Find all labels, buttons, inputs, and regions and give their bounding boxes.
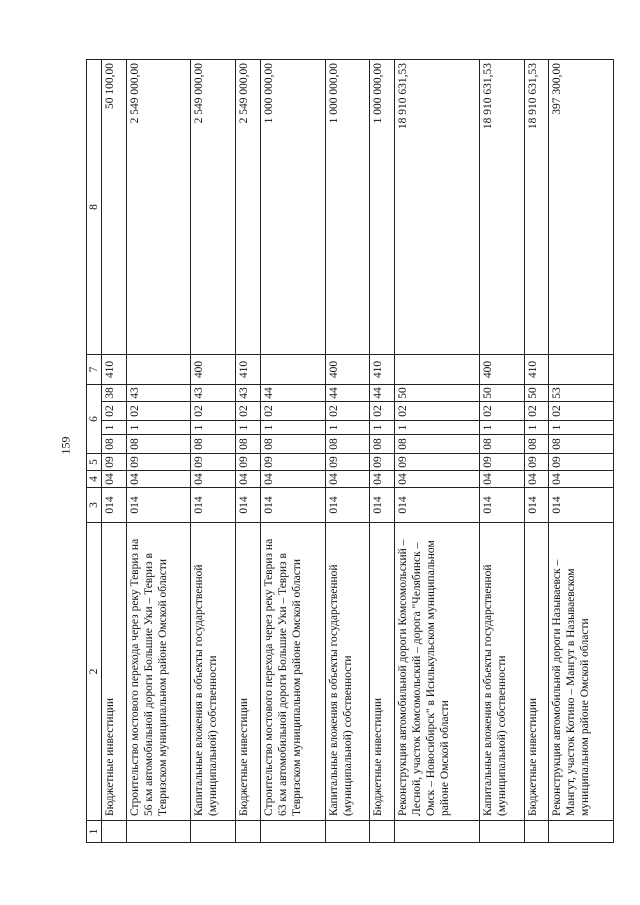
section-cell: 04 xyxy=(549,471,614,488)
budget-table xyxy=(86,59,614,843)
amount-cell: 2 549 000,00 xyxy=(126,60,191,355)
target-article-part-2: 1 xyxy=(394,421,479,435)
target-article-part-2: 1 xyxy=(126,421,191,435)
target-article-part-4: 44 xyxy=(370,385,395,402)
expense-type-cell: 410 xyxy=(236,355,261,385)
header-col-4: 4 xyxy=(87,471,102,488)
row-col-1 xyxy=(102,821,127,843)
target-article-part-3: 02 xyxy=(126,402,191,421)
subsection-cell: 09 xyxy=(479,454,524,471)
target-article-part-4: 44 xyxy=(260,385,325,402)
header-col-1: 1 xyxy=(87,821,102,843)
section-cell: 04 xyxy=(370,471,395,488)
target-article-part-4: 50 xyxy=(394,385,479,402)
amount-cell: 2 549 000,00 xyxy=(191,60,236,355)
target-article-part-1: 08 xyxy=(370,435,395,454)
header-col-6: 6 xyxy=(87,385,102,454)
target-article-part-2: 1 xyxy=(260,421,325,435)
subsection-cell: 09 xyxy=(524,454,549,471)
code-cell: 014 xyxy=(370,488,395,523)
table-row xyxy=(549,60,614,843)
amount-cell: 18 910 631,53 xyxy=(479,60,524,355)
target-article-part-4: 53 xyxy=(549,385,614,402)
description-cell: Капитальные вложения в объекты государственной (муниципальной) собственности xyxy=(191,523,236,821)
target-article-part-3: 02 xyxy=(236,402,261,421)
target-article-part-3: 02 xyxy=(479,402,524,421)
target-article-part-4: 50 xyxy=(479,385,524,402)
expense-type-cell xyxy=(260,355,325,385)
target-article-part-1: 08 xyxy=(325,435,370,454)
header-col-8: 8 xyxy=(87,60,102,355)
description-cell: Бюджетные инвестиции xyxy=(524,523,549,821)
target-article-part-3: 02 xyxy=(394,402,479,421)
subsection-cell: 09 xyxy=(549,454,614,471)
target-article-part-1: 08 xyxy=(236,435,261,454)
header-col-2: 2 xyxy=(87,523,102,821)
subsection-cell: 09 xyxy=(126,454,191,471)
row-col-1 xyxy=(394,821,479,843)
code-cell: 014 xyxy=(479,488,524,523)
code-cell: 014 xyxy=(191,488,236,523)
description-cell: Строительство мостового перехода через реку Тевриз на 63 км автомобильной дороги Большие Уки – Тевриз в Тевризском муниципальном районе Омской области xyxy=(260,523,325,821)
table-row xyxy=(370,60,395,843)
target-article-part-1: 08 xyxy=(479,435,524,454)
target-article-part-2: 1 xyxy=(325,421,370,435)
expense-type-cell: 400 xyxy=(325,355,370,385)
table-row xyxy=(236,60,261,843)
section-cell: 04 xyxy=(236,471,261,488)
amount-cell: 1 000 000,00 xyxy=(325,60,370,355)
description-cell: Бюджетные инвестиции xyxy=(370,523,395,821)
code-cell: 014 xyxy=(236,488,261,523)
row-col-1 xyxy=(370,821,395,843)
description-cell: Бюджетные инвестиции xyxy=(236,523,261,821)
description-cell: Капитальные вложения в объекты государственной (муниципальной) собственности xyxy=(325,523,370,821)
expense-type-cell: 410 xyxy=(102,355,127,385)
section-cell: 04 xyxy=(126,471,191,488)
amount-cell: 1 000 000,00 xyxy=(260,60,325,355)
row-col-1 xyxy=(479,821,524,843)
expense-type-cell: 400 xyxy=(479,355,524,385)
subsection-cell: 09 xyxy=(394,454,479,471)
description-cell: Строительство мостового перехода через реку Тевриз на 56 км автомобильной дороги Большие Уки – Тевриз в Тевризском муниципальном районе Омской области xyxy=(126,523,191,821)
expense-type-cell xyxy=(126,355,191,385)
row-col-1 xyxy=(549,821,614,843)
table-row xyxy=(394,60,479,843)
target-article-part-2: 1 xyxy=(236,421,261,435)
target-article-part-3: 02 xyxy=(524,402,549,421)
section-cell: 04 xyxy=(260,471,325,488)
target-article-part-1: 08 xyxy=(549,435,614,454)
section-cell: 04 xyxy=(524,471,549,488)
target-article-part-4: 43 xyxy=(126,385,191,402)
target-article-part-2: 1 xyxy=(479,421,524,435)
row-col-1 xyxy=(191,821,236,843)
target-article-part-3: 02 xyxy=(260,402,325,421)
expense-type-cell xyxy=(549,355,614,385)
target-article-part-3: 02 xyxy=(191,402,236,421)
table-row xyxy=(325,60,370,843)
table-row xyxy=(191,60,236,843)
section-cell: 04 xyxy=(191,471,236,488)
amount-cell: 18 910 631,53 xyxy=(524,60,549,355)
description-cell: Капитальные вложения в объекты государственной (муниципальной) собственности xyxy=(479,523,524,821)
target-article-part-1: 08 xyxy=(260,435,325,454)
target-article-part-1: 08 xyxy=(126,435,191,454)
header-col-3: 3 xyxy=(87,488,102,523)
code-cell: 014 xyxy=(102,488,127,523)
code-cell: 014 xyxy=(524,488,549,523)
target-article-part-2: 1 xyxy=(370,421,395,435)
row-col-1 xyxy=(236,821,261,843)
target-article-part-4: 50 xyxy=(524,385,549,402)
target-article-part-1: 08 xyxy=(102,435,127,454)
section-cell: 04 xyxy=(102,471,127,488)
header-col-5: 5 xyxy=(87,454,102,471)
table-row xyxy=(260,60,325,843)
target-article-part-2: 1 xyxy=(524,421,549,435)
table-row xyxy=(126,60,191,843)
target-article-part-3: 02 xyxy=(549,402,614,421)
target-article-part-2: 1 xyxy=(549,421,614,435)
section-cell: 04 xyxy=(479,471,524,488)
subsection-cell: 09 xyxy=(325,454,370,471)
section-cell: 04 xyxy=(325,471,370,488)
expense-type-cell xyxy=(394,355,479,385)
code-cell: 014 xyxy=(549,488,614,523)
subsection-cell: 09 xyxy=(236,454,261,471)
target-article-part-1: 08 xyxy=(524,435,549,454)
subsection-cell: 09 xyxy=(370,454,395,471)
expense-type-cell: 410 xyxy=(524,355,549,385)
target-article-part-3: 02 xyxy=(325,402,370,421)
expense-type-cell: 410 xyxy=(370,355,395,385)
description-cell: Бюджетные инвестиции xyxy=(102,523,127,821)
target-article-part-2: 1 xyxy=(102,421,127,435)
subsection-cell: 09 xyxy=(102,454,127,471)
row-col-1 xyxy=(524,821,549,843)
target-article-part-4: 38 xyxy=(102,385,127,402)
target-article-part-4: 43 xyxy=(191,385,236,402)
code-cell: 014 xyxy=(260,488,325,523)
amount-cell: 18 910 631,53 xyxy=(394,60,479,355)
amount-cell: 1 000 000,00 xyxy=(370,60,395,355)
table-header-row xyxy=(87,60,102,843)
amount-cell: 2 549 000,00 xyxy=(236,60,261,355)
target-article-part-3: 02 xyxy=(102,402,127,421)
table-row xyxy=(524,60,549,843)
subsection-cell: 09 xyxy=(191,454,236,471)
amount-cell: 397 300,00 xyxy=(549,60,614,355)
header-col-7: 7 xyxy=(87,355,102,385)
subsection-cell: 09 xyxy=(260,454,325,471)
row-col-1 xyxy=(126,821,191,843)
code-cell: 014 xyxy=(325,488,370,523)
row-col-1 xyxy=(325,821,370,843)
target-article-part-1: 08 xyxy=(394,435,479,454)
table-row xyxy=(479,60,524,843)
target-article-part-3: 02 xyxy=(370,402,395,421)
description-cell: Реконструкция автомобильной дороги Комсомольский – Лесной, участок Комсомольский – дорога "Челябинск – Омск – Новосибирск" в Исилькульском муниципальном районе Омской области xyxy=(394,523,479,821)
target-article-part-4: 44 xyxy=(325,385,370,402)
code-cell: 014 xyxy=(126,488,191,523)
description-cell: Реконструкция автомобильной дороги Называевск – Мангут, участок Котино – Мангут в Называевском муниципальном районе Омской области xyxy=(549,523,614,821)
expense-type-cell: 400 xyxy=(191,355,236,385)
rotated-table-wrapper xyxy=(86,60,614,843)
target-article-part-1: 08 xyxy=(191,435,236,454)
row-col-1 xyxy=(260,821,325,843)
amount-cell: 50 100,00 xyxy=(102,60,127,355)
target-article-part-2: 1 xyxy=(191,421,236,435)
page-number: 159 xyxy=(58,436,73,455)
target-article-part-4: 43 xyxy=(236,385,261,402)
code-cell: 014 xyxy=(394,488,479,523)
table-row xyxy=(102,60,127,843)
section-cell: 04 xyxy=(394,471,479,488)
